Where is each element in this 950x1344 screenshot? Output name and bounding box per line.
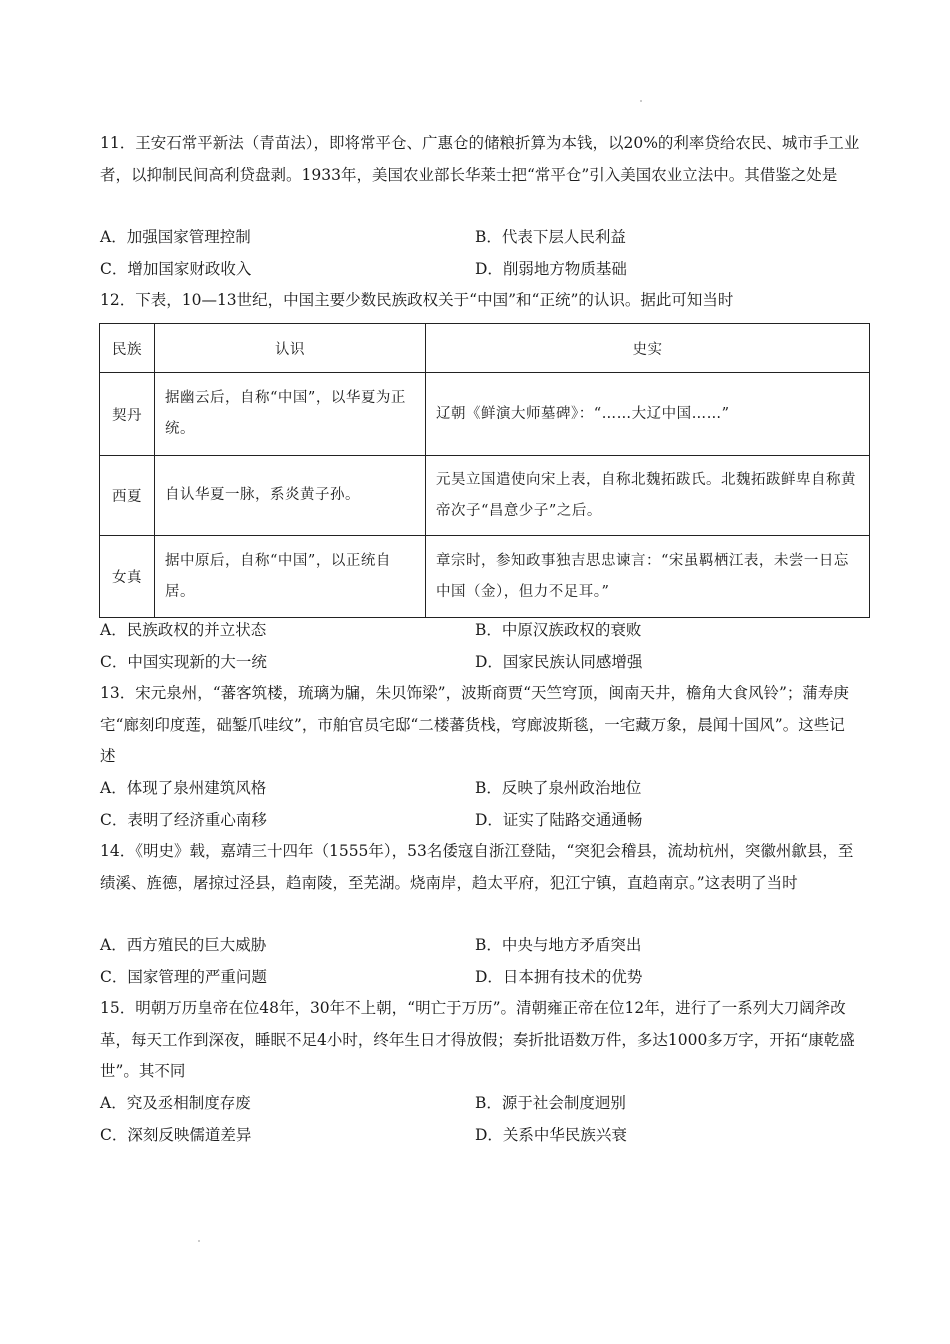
table-cell-ethnic: 女真 — [100, 536, 155, 618]
option-d[interactable]: D．削弱地方物质基础 — [475, 259, 627, 278]
question-14-options — [100, 930, 860, 993]
table-cell-ethnic: 西夏 — [100, 456, 155, 536]
option-b[interactable]: B．中央与地方矛盾突出 — [475, 936, 642, 954]
table-cell-fact: 辽朝《鲜演大师墓碑》：“……大辽中国……” — [426, 373, 870, 456]
table-cell-fact: 章宗时，参知政事独吉思忠谏言：“宋虽羁栖江表，未尝一日忘中国（金），但力不足耳。” — [426, 536, 870, 618]
table-header-fact: 史实 — [426, 324, 870, 373]
table-row — [100, 456, 870, 536]
question-15-stem: 15．明朝万历皇帝在位48年，30年不上朝，“明亡于万历”。清朝雍正帝在位12年，进行了一系列大刀阔斧改革，每天工作到深夜，睡眠不足4小时，终年生日才得放假；奏折批语数万件，多达1000多万字，开拓“康乾盛世”。其不同 — [100, 999, 855, 1080]
question-12-options — [100, 615, 860, 678]
option-d[interactable]: D．国家民族认同感增强 — [475, 652, 643, 671]
question-13-stem: 13．宋元泉州，“蕃客筑楼，琉璃为牖，朱贝饰梁”，波斯商贾“天竺穹顶，闽南天井，檐角大食风铃”；蒲寿庚宅“廊刻印度莲，础錾爪哇纹”，市舶官员宅邸“二楼蕃货栈，穹廊波斯毯，一宅藏万象，晨闻十国风”。这些记述 — [100, 684, 849, 765]
option-c[interactable]: C．增加国家财政收入 — [100, 259, 252, 278]
question-15-options — [100, 1088, 860, 1151]
option-b[interactable]: B．源于社会制度迥别 — [475, 1094, 626, 1112]
option-d[interactable]: D．日本拥有技术的优势 — [475, 967, 643, 986]
option-c[interactable]: C．中国实现新的大一统 — [100, 652, 267, 671]
table-header-recognition: 认识 — [155, 324, 426, 373]
option-a[interactable]: A．加强国家管理控制 — [100, 228, 251, 246]
table-cell-recognition: 据幽云后，自称“中国”，以华夏为正统。 — [155, 373, 426, 456]
question-14-stem: 14．《明史》载，嘉靖三十四年（1555年），53名倭寇自浙江登陆，“突犯会稽县，流劫杭州，突徽州歙县，至绩溪、旌德，屠掠过泾县，趋南陵，至芜湖。烧南岸，趋太平府，犯江宁镇，直趋南京。”这表明了当时 — [100, 842, 854, 892]
question-12-stem: 12．下表，10—13世纪，中国主要少数民族政权关于“中国”和“正统”的认识。据此可知当时 — [100, 291, 734, 309]
option-a[interactable]: A．体现了泉州建筑风格 — [100, 779, 267, 797]
ethnic-regimes-table — [99, 323, 870, 618]
question-11-stem: 11．王安石常平新法（青苗法），即将常平仓、广惠仓的储粮折算为本钱，以20%的利率贷给农民、城市手工业者，以抑制民间高利贷盘剥。1933年，美国农业部长华莱士把“常平仓”引入美国农业立法中。其借鉴之处是 — [100, 134, 860, 184]
option-c[interactable]: C．深刻反映儒道差异 — [100, 1125, 252, 1144]
scan-speck — [640, 100, 642, 102]
option-a[interactable]: A．究及丞相制度存废 — [100, 1094, 251, 1112]
option-c[interactable]: C．表明了经济重心南移 — [100, 810, 267, 829]
option-c[interactable]: C．国家管理的严重问题 — [100, 967, 267, 986]
question-13-options — [100, 773, 860, 836]
option-b[interactable]: B．反映了泉州政治地位 — [475, 779, 642, 797]
table-row — [100, 536, 870, 618]
table-cell-ethnic: 契丹 — [100, 373, 155, 456]
option-a[interactable]: A．民族政权的并立状态 — [100, 621, 267, 639]
table-header-ethnic: 民族 — [100, 324, 155, 373]
option-d[interactable]: D．证实了陆路交通通畅 — [475, 810, 643, 829]
table-cell-recognition: 据中原后，自称“中国”，以正统自居。 — [155, 536, 426, 618]
option-d[interactable]: D．关系中华民族兴衰 — [475, 1125, 627, 1144]
option-b[interactable]: B．代表下层人民利益 — [475, 228, 626, 246]
table-row — [100, 373, 870, 456]
option-a[interactable]: A．西方殖民的巨大威胁 — [100, 936, 267, 954]
scan-speck — [198, 1240, 200, 1242]
option-b[interactable]: B．中原汉族政权的衰败 — [475, 621, 642, 639]
question-11-options — [100, 222, 860, 285]
table-cell-recognition: 自认华夏一脉，系炎黄子孙。 — [155, 456, 426, 536]
table-cell-fact: 元昊立国遣使向宋上表，自称北魏拓跋氏。北魏拓跋鲜卑自称黄帝次子“昌意少子”之后。 — [426, 456, 870, 536]
